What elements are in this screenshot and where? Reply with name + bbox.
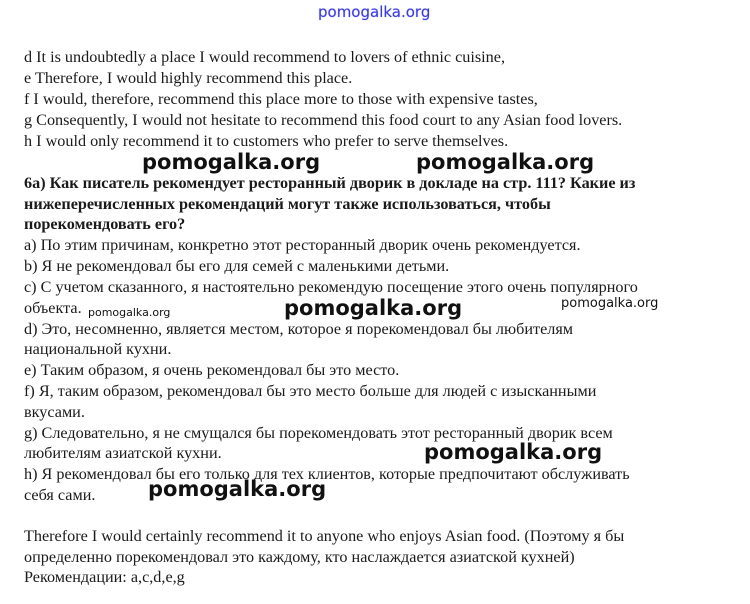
answer-a: a) По этим причинам, конкретно этот ресторанный дворик очень рекомендуется.: [24, 236, 581, 254]
answer-h-cont: себя сами.: [24, 486, 96, 504]
question-line-2: нижеперечисленных рекомендаций могут также использоваться, чтобы: [24, 195, 551, 213]
watermark-small-2: pomogalka.org: [561, 296, 659, 311]
watermark-large-5: pomogalka.org: [148, 477, 327, 501]
watermark-top: pomogalka.org: [318, 3, 431, 21]
answer-g-cont: любителям азиатской кухни.: [24, 444, 222, 462]
answer-c-cont: объекта.: [24, 299, 82, 317]
watermark-large-2: pomogalka.org: [416, 150, 595, 174]
answer-f-cont: вкусами.: [24, 403, 85, 421]
answer-f: f) Я, таким образом, рекомендовал бы это место больше для людей с изысканными: [24, 382, 597, 400]
question-line-3: порекомендовать его?: [24, 215, 186, 233]
conclusion-line-1: Therefore I would certainly recommend it to anyone who enjoys Asian food. (Поэтому я бы: [24, 527, 625, 545]
answer-b: b) Я не рекомендовал бы его для семей с маленькими детьми.: [24, 257, 450, 275]
answer-d-cont: национальной кухни.: [24, 340, 172, 358]
answer-e: e) Таким образом, я очень рекомендовал бы это место.: [24, 361, 400, 379]
option-d-en: d It is undoubtedly a place I would recommend to lovers of ethnic cuisine,: [24, 48, 506, 66]
watermark-small-1: pomogalka.org: [88, 306, 171, 319]
answer-h: h) Я рекомендовал бы его только для тех клиентов, которые предпочитают обслуживать: [24, 465, 630, 483]
option-e-en: e Therefore, I would highly recommend this place.: [24, 69, 353, 87]
question-line-1: 6a) Как писатель рекомендует ресторанный дворик в докладе на стр. 111? Какие из: [24, 174, 636, 192]
watermark-large-3: pomogalka.org: [284, 296, 463, 320]
conclusion-line-2: определенно порекомендовал это каждому, кто наслаждается азиатской кухней): [24, 548, 575, 566]
option-f-en: f I would, therefore, recommend this place more to those with expensive tastes,: [24, 90, 538, 108]
option-h-en: h I would only recommend it to customers who prefer to serve themselves.: [24, 132, 509, 150]
watermark-large-1: pomogalka.org: [142, 150, 321, 174]
conclusion-line-3: Рекомендации: a,c,d,e,g: [24, 568, 185, 586]
answer-c: c) С учетом сказанного, я настоятельно рекомендую посещение этого очень популярного: [24, 278, 638, 296]
answer-d: d) Это, несомненно, является местом, которое я порекомендовал бы любителям: [24, 320, 574, 338]
watermark-large-4: pomogalka.org: [424, 440, 603, 464]
answer-g: g) Следовательно, я не смущался бы порекомендовать этот ресторанный дворик всем: [24, 424, 613, 442]
option-g-en: g Consequently, I would not hesitate to recommend this food court to any Asian food lovers.: [24, 111, 623, 129]
